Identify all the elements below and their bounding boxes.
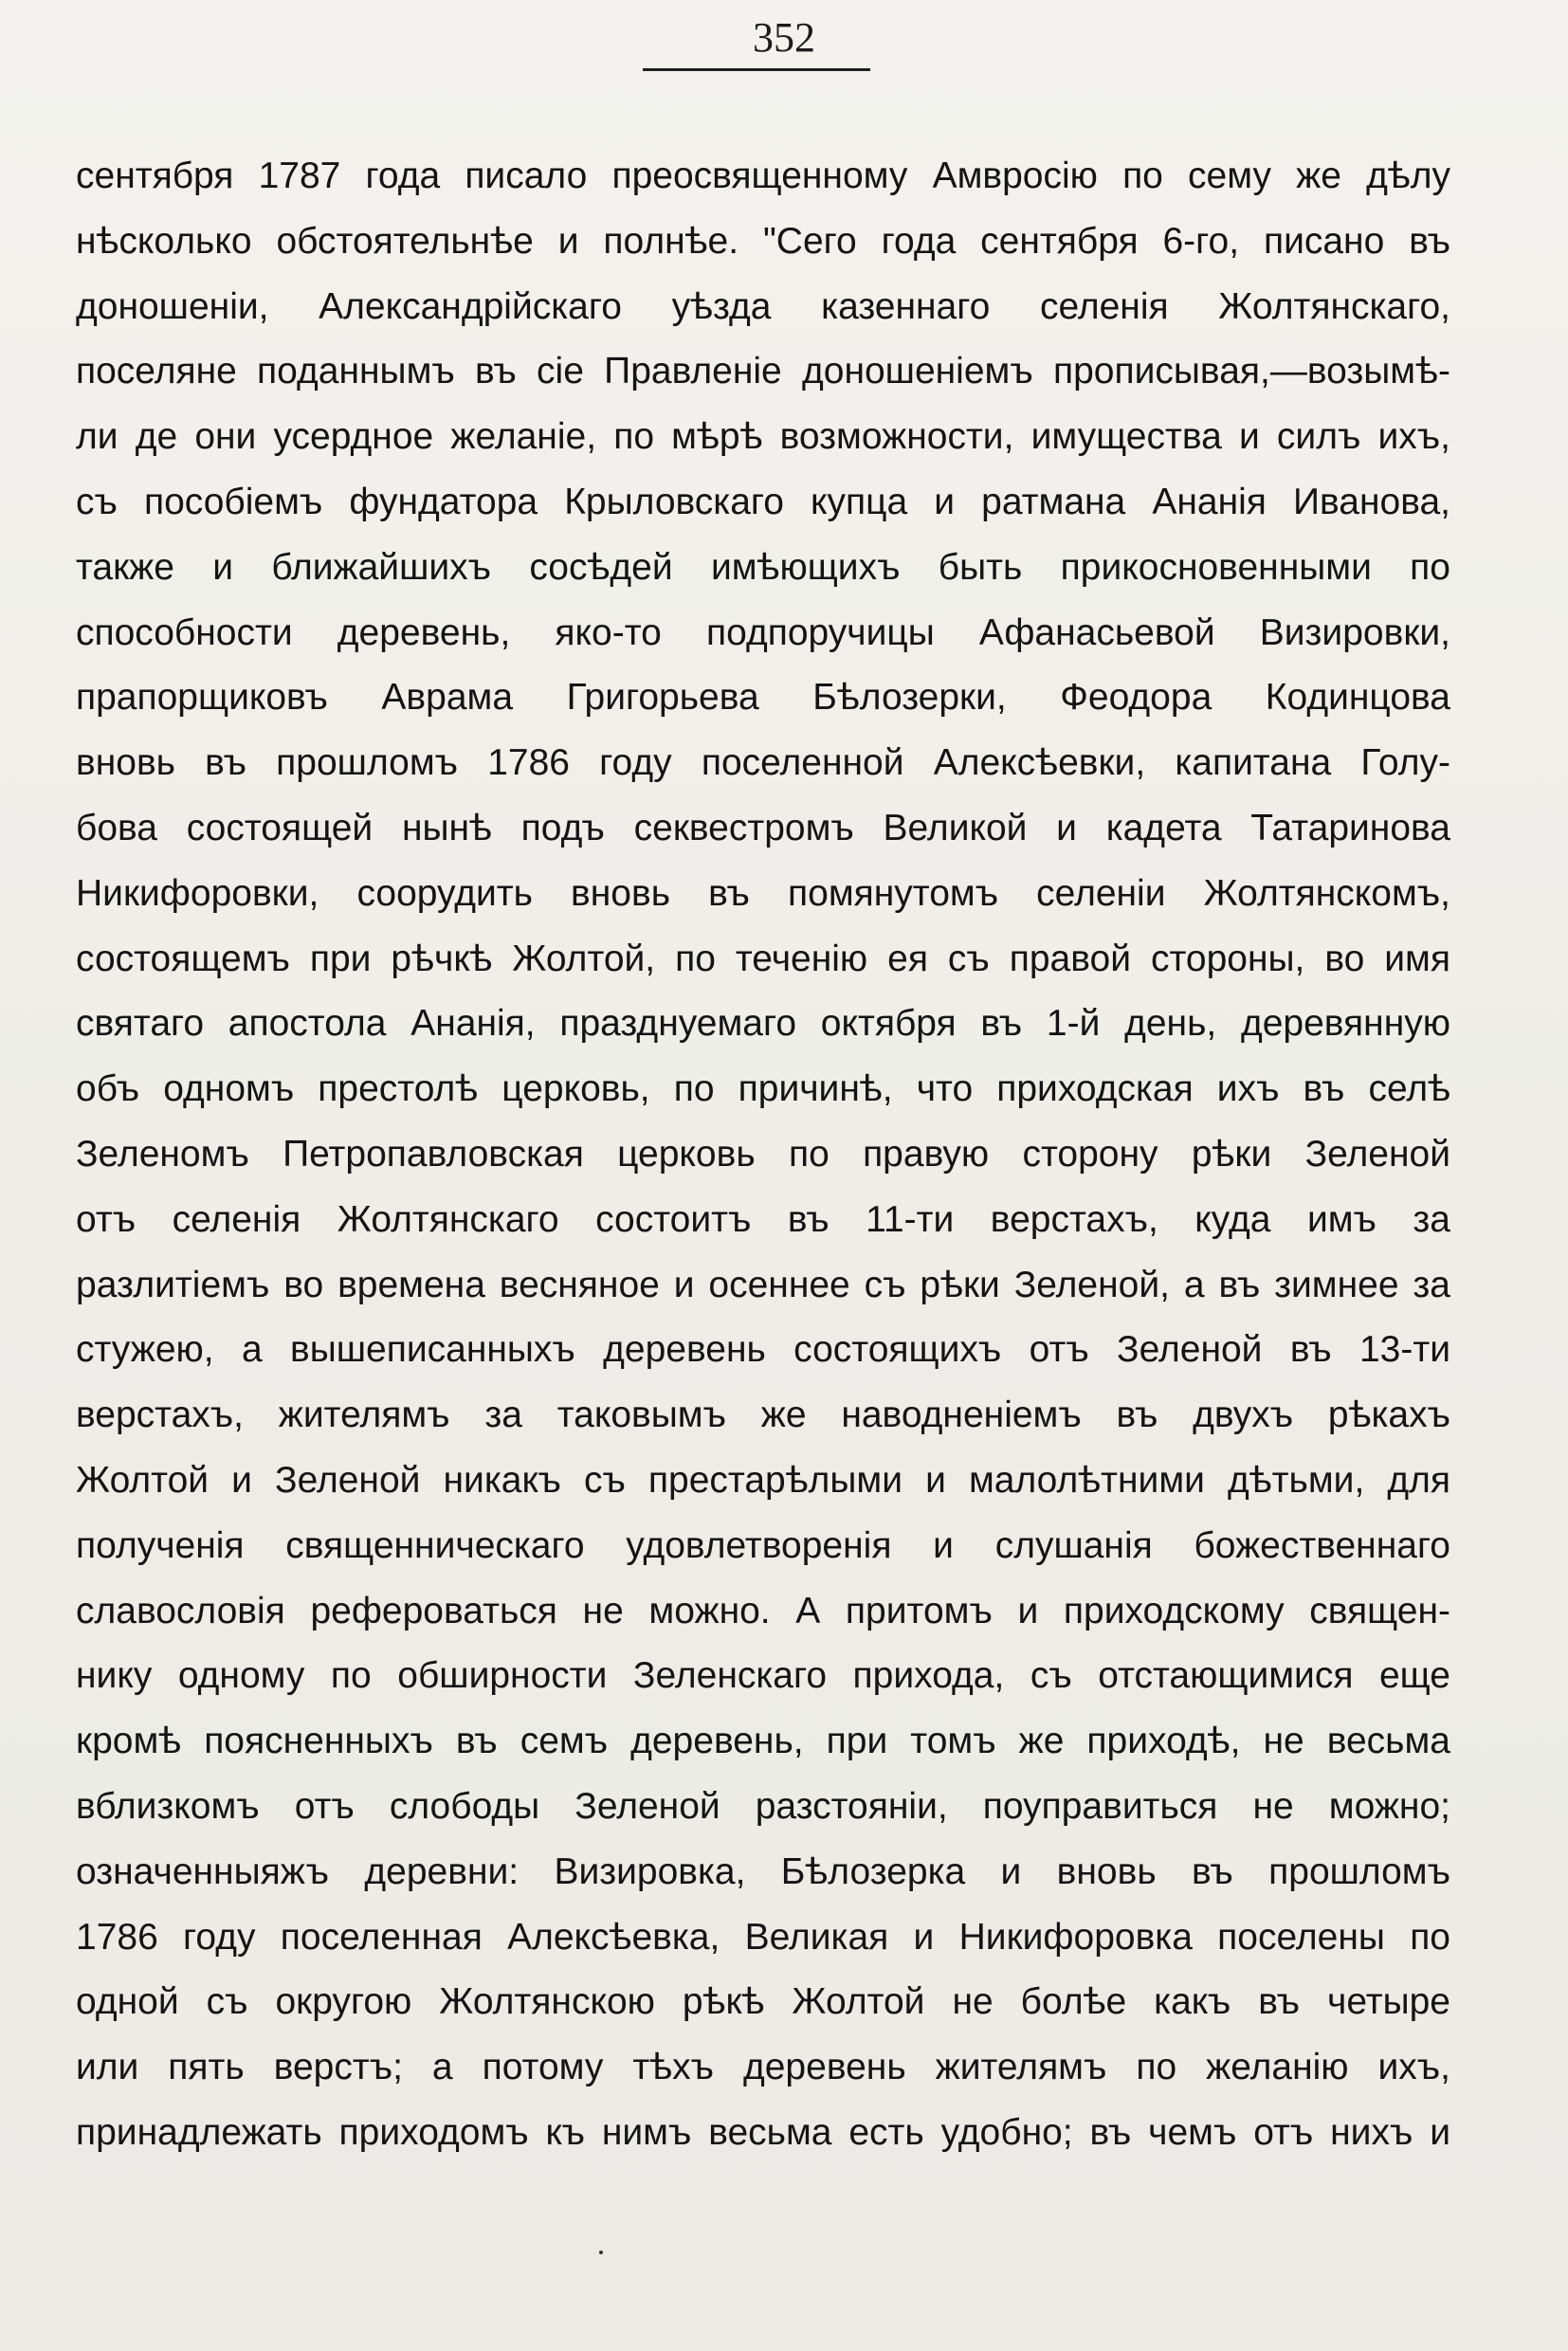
- text-line: верстахъ, жителямъ за таковымъ же наводненіемъ въ двухъ рѣкахъ: [76, 1394, 1450, 1436]
- text-line: святаго апостола Ананія, празднуемаго октября въ 1-й день, деревянную: [76, 1003, 1450, 1045]
- text-line: полученія священническаго удовлетворенія и слушанія божественнаго: [76, 1524, 1450, 1566]
- text-line: разлитіемъ во времена весняное и осеннее съ рѣки Зеленой, а въ зимнее за: [76, 1264, 1450, 1305]
- text-line: состоящемъ при рѣчкѣ Жолтой, по теченію ея съ правой стороны, во имя: [76, 938, 1450, 979]
- text-line: или пять верстъ; а потому тѣхъ деревень жителямъ по желанію ихъ,: [76, 2047, 1450, 2088]
- text-line: вблизкомъ отъ слободы Зеленой разстояніи, поуправиться не можно;: [76, 1785, 1450, 1827]
- body-text: [76, 144, 1450, 2166]
- text-line: также и ближайшихъ сосѣдей имѣющихъ быть прикосновенными по: [76, 546, 1450, 588]
- text-line: способности деревень, яко-то подпоручицы Афанасьевой Визировки,: [76, 611, 1450, 653]
- text-line: отъ селенія Жолтянскаго состоитъ въ 11-ти верстахъ, куда имъ за: [76, 1198, 1450, 1240]
- text-line: ли де они усердное желаніе, по мѣрѣ возможности, имущества и силъ ихъ,: [76, 416, 1450, 458]
- text-line: славословія рефероваться не можно. А притомъ и приходскому священ-: [76, 1590, 1450, 1631]
- text-line: доношеніи, Александрійскаго уѣзда казеннаго селенія Жолтянскаго,: [76, 285, 1450, 327]
- text-line: съ пособіемъ фундатора Крыловскаго купца и ратмана Ананія Иванова,: [76, 481, 1450, 522]
- text-line: вновь въ прошломъ 1786 году поселенной Алексѣевки, капитана Голу-: [76, 742, 1450, 784]
- text-line: сентября 1787 года писало преосвященному Амвросію по сему же дѣлу: [76, 155, 1450, 196]
- text-line: 1786 году поселенная Алексѣевка, Великая и Никифоровка поселены по: [76, 1916, 1450, 1958]
- text-line: бова состоящей нынѣ подъ секвестромъ Великой и кадета Татаринова: [76, 807, 1450, 848]
- text-line: нѣсколько обстоятельнѣе и полнѣе. "Сего года сентября 6-го, писано въ: [76, 220, 1450, 262]
- text-line: нику одному по обширности Зеленскаго прихода, съ отстающимися еще: [76, 1655, 1450, 1697]
- text-line: стужею, а вышеписанныхъ деревень состоящихъ отъ Зеленой въ 13-ти: [76, 1329, 1450, 1371]
- text-line: Жолтой и Зеленой никакъ съ престарѣлыми и малолѣтними дѣтьми, для: [76, 1459, 1450, 1501]
- ink-speck: [599, 2251, 603, 2254]
- page-number: 352: [753, 14, 815, 61]
- text-line: кромѣ поясненныхъ въ семъ деревень, при томъ же приходѣ, не весьма: [76, 1721, 1450, 1762]
- text-line: одной съ округою Жолтянскою рѣкѣ Жолтой не болѣе какъ въ четыре: [76, 1981, 1450, 2023]
- text-line: означенныяжъ деревни: Визировка, Бѣлозерка и вновь въ прошломъ: [76, 1850, 1450, 1892]
- text-line: прапорщиковъ Аврама Григорьева Бѣлозерки, Феодора Кодинцова: [76, 677, 1450, 719]
- text-line: объ одномъ престолѣ церковь, по причинѣ, что приходская ихъ въ селѣ: [76, 1068, 1450, 1110]
- header-rule: [643, 68, 870, 71]
- text-line: Зеленомъ Петропавловская церковь по правую сторону рѣки Зеленой: [76, 1133, 1450, 1175]
- text-line: принадлежать приходомъ къ нимъ весьма есть удобно; въ чемъ отъ нихъ и: [76, 2111, 1450, 2153]
- text-line: Никифоровки, соорудить вновь въ помянутомъ селеніи Жолтянскомъ,: [76, 872, 1450, 914]
- text-line: поселяне поданнымъ въ сіе Правленіе доношеніемъ прописывая,—возымѣ-: [76, 351, 1450, 392]
